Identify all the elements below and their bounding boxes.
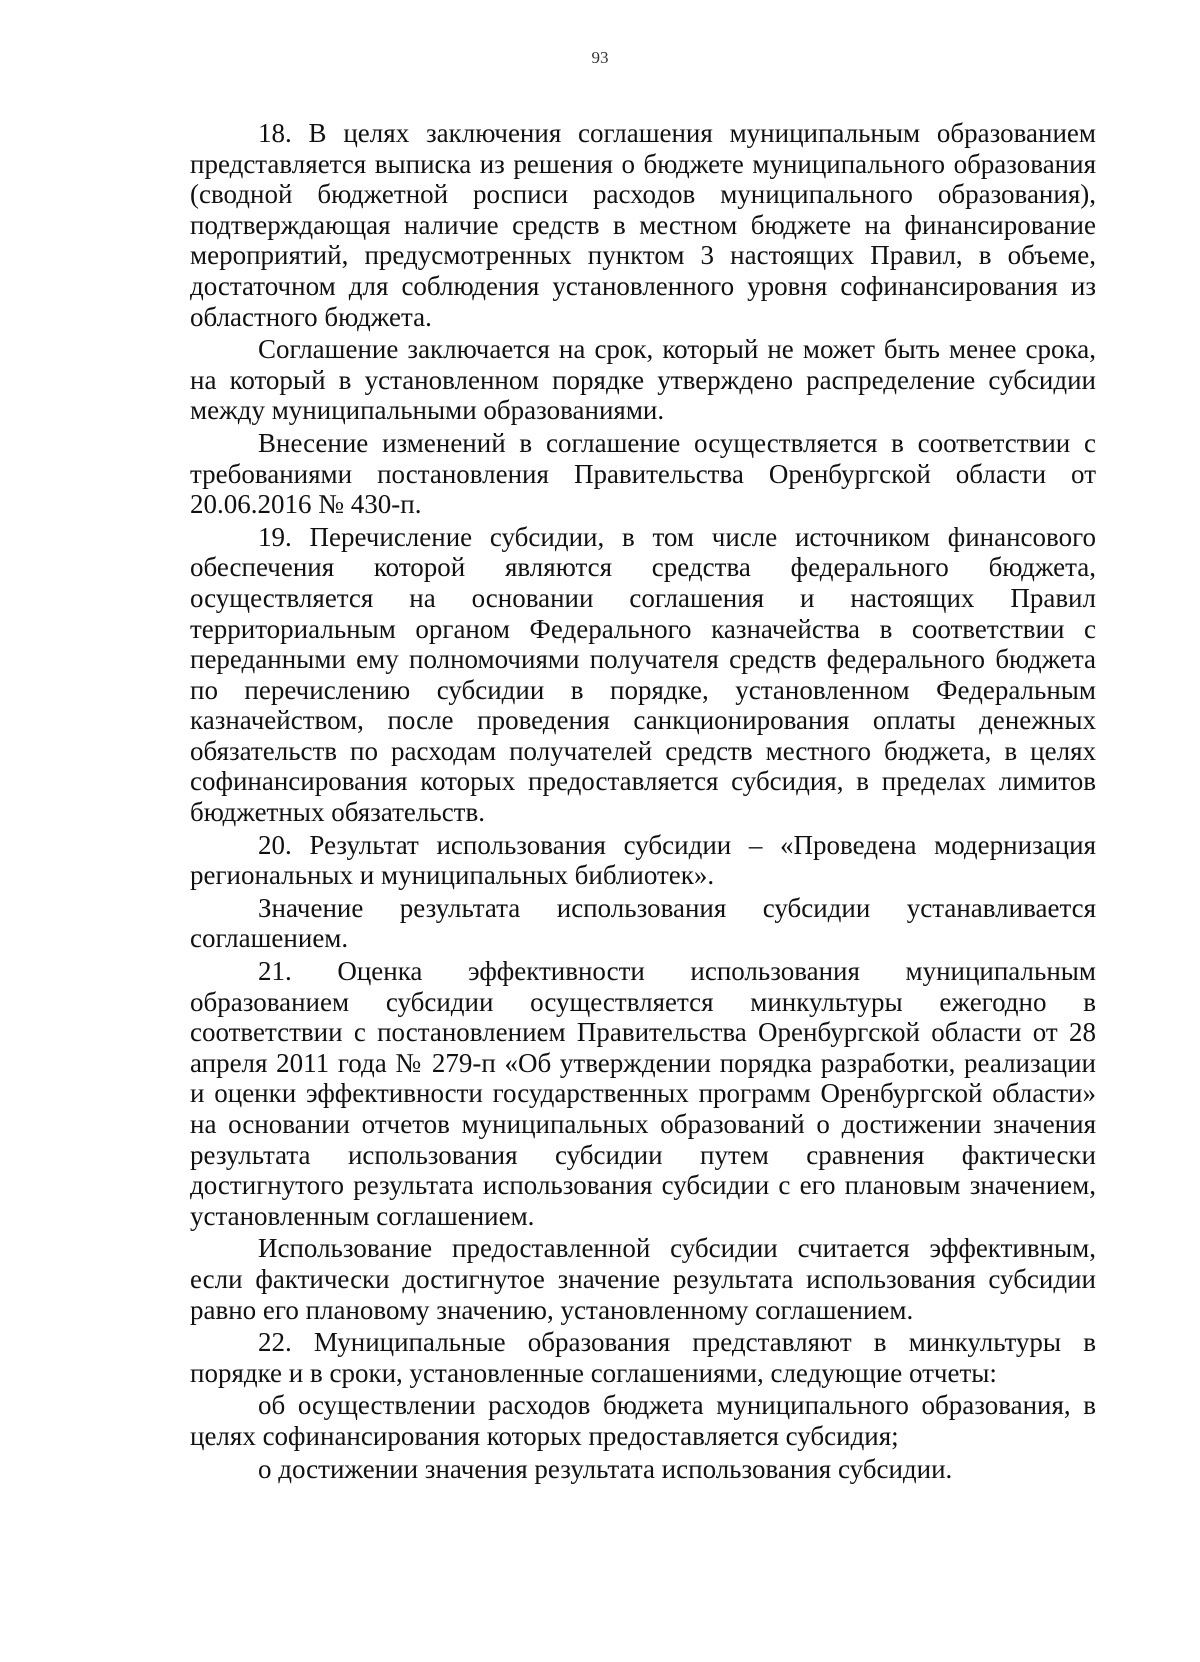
paragraph-report-expenses: об осуществлении расходов бюджета муниципального образования, в целях софинансирования которых предоставляется субсидия; bbox=[190, 1390, 1096, 1451]
paragraph-report-result: о достижении значения результата использования субсидии. bbox=[258, 1453, 953, 1484]
document-body bbox=[190, 118, 1096, 1486]
paragraph-22-clause: 22. Муниципальные образования представляют в минкультуры в порядке и в сроки, установленные соглашениями, следующие отчеты: bbox=[190, 1327, 1096, 1388]
paragraph-efficiency-criteria: Использование предоставленной субсидии считается эффективным, если фактически достигнутое значение результата использования субсидии равно его плановому значению, установленному соглашением. bbox=[190, 1233, 1096, 1325]
paragraph-18-clause: 18. В целях заключения соглашения муниципальным образованием представляется выписка из решения о бюджете муниципального образования (сводной бюджетной росписи расходов муниципального образования), подтверждающая наличие средств в местном бюджете на финансирование мероприятий, предусмотренных пунктом 3 настоящих Правил, в объеме, достаточном для соблюдения установленного уровня софинансирования из областного бюджета. bbox=[190, 118, 1096, 332]
paragraph-agreement-term: Соглашение заключается на срок, который не может быть менее срока, на который в установленном порядке утверждено распределение субсидии между муниципальными образованиями. bbox=[190, 334, 1096, 426]
paragraph-agreement-amendments: Внесение изменений в соглашение осуществляется в соответствии с требованиями постановления Правительства Оренбургской области от 20.06.2016 № 430-п. bbox=[190, 427, 1096, 520]
paragraph-21-clause: 21. Оценка эффективности использования муниципальным образованием субсидии осуществляется минкультуры ежегодно в соответствии с постановлением Правительства Оренбургской области от 28 апреля 2011 года № 279-п «Об утверждении порядка разработки, реализации и оценки эффективности государственных программ Оренбургской области» на основании отчетов муниципальных образований о достижении значения результата использования субсидии путем сравнения фактически достигнутого результата использования субсидии с его плановым значением, установленным соглашением. bbox=[190, 956, 1096, 1231]
paragraph-19-clause: 19. Перечисление субсидии, в том числе источником финансового обеспечения которой являются средства федерального бюджета, осуществляется на основании соглашения и настоящих Правил территориальным органом Федерального казначейства в соответствии с переданными ему полномочиями получателя средств федерального бюджета по перечислению субсидии в порядке, установленном Федеральным казначейством, после проведения санкционирования оплаты денежных обязательств по расходам получателей средств местного бюджета, в целях софинансирования которых предоставляется субсидия, в пределах лимитов бюджетных обязательств. bbox=[190, 521, 1096, 828]
paragraph-20-clause: 20. Результат использования субсидии – «Проведена модернизация региональных и муниципальных библиотек». bbox=[190, 829, 1096, 891]
page-number: 93 bbox=[591, 48, 609, 67]
paragraph-result-value: Значение результата использования субсидии устанавливается соглашением. bbox=[190, 892, 1096, 954]
